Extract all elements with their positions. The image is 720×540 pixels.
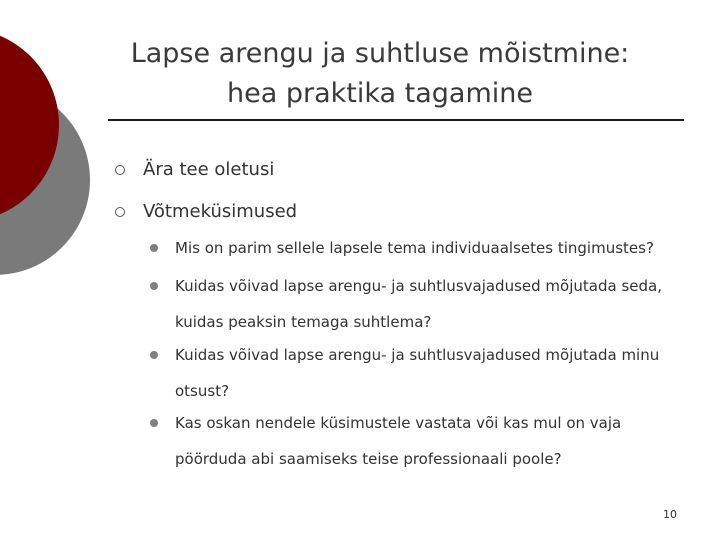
sub-bullet-item xyxy=(150,337,690,409)
sub-bullet-text-line-2: kuidas peaksin temaga suhtlema? xyxy=(175,313,432,331)
dot-bullet-icon xyxy=(150,351,158,359)
sub-bullet-item xyxy=(150,405,690,477)
ring-bullet-icon xyxy=(115,165,125,175)
dot-bullet-icon xyxy=(150,419,158,427)
bullet-text: Võtmeküsimused xyxy=(143,201,298,222)
dot-bullet-icon xyxy=(150,282,158,290)
bullet-item xyxy=(115,201,297,222)
title-divider xyxy=(108,119,684,121)
sub-bullet-text-line-1: Kas oskan nendele küsimustele vastata või kas mul on vaja xyxy=(175,414,622,432)
sub-bullet-item xyxy=(150,230,690,266)
bullet-item xyxy=(115,159,274,180)
title-line-2: hea praktika tagamine xyxy=(227,78,533,109)
sub-bullet-text-line-2: pöörduda abi saamiseks teise professionaali poole? xyxy=(175,450,562,468)
sub-bullet-text: Mis on parim sellele lapsele tema individuaalsetes tingimustes? xyxy=(175,239,654,257)
title-line-1: Lapse arengu ja suhtluse mõistmine: xyxy=(130,38,630,69)
ring-bullet-icon xyxy=(115,207,125,217)
sub-bullet-item xyxy=(150,268,690,340)
sub-bullet-text-line-2: otsust? xyxy=(175,382,230,400)
dot-bullet-icon xyxy=(150,244,158,252)
sub-bullet-text-line-1: Kuidas võivad lapse arengu- ja suhtlusvajadused mõjutada minu xyxy=(175,346,660,364)
bullet-text: Ära tee oletusi xyxy=(143,159,275,180)
page-number: 10 xyxy=(663,508,677,521)
sub-bullet-text-line-1: Kuidas võivad lapse arengu- ja suhtlusvajadused mõjutada seda, xyxy=(175,277,662,295)
slide-title xyxy=(110,34,650,114)
decorative-circles xyxy=(0,0,120,300)
